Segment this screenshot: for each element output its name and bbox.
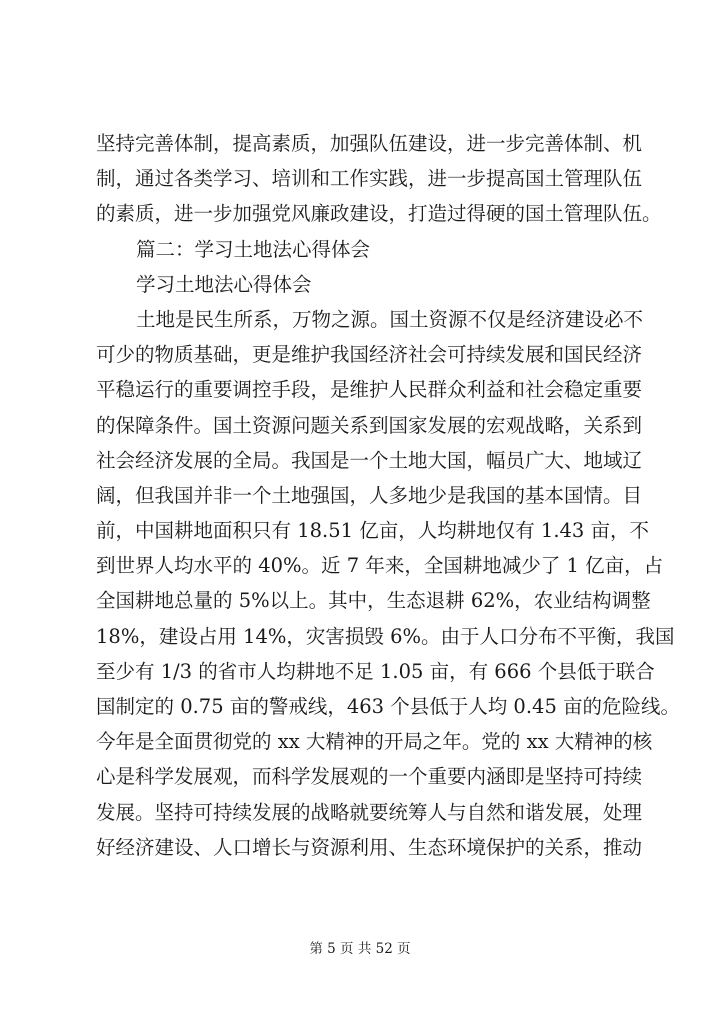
text-line: 好经济建设、人口增长与资源利用、生态环境保护的关系，推动 [96, 835, 643, 859]
text-line: 到世界人均水平的 40%。近 7 年来，全国耕地减少了 1 亿亩，占 [96, 554, 664, 578]
text-line: 社会经济发展的全局。我国是一个土地大国，幅员广大、地域辽 [96, 448, 643, 472]
text-line: 坚持完善体制，提高素质，加强队伍建设，进一步完善体制、机 [96, 132, 643, 155]
page-number-footer: 第 5 页 共 52 页 [309, 941, 411, 957]
paragraph-body [96, 302, 681, 865]
text-line: 心是科学发展观，而科学发展观的一个重要内涵即是坚持可持续 [96, 765, 643, 789]
text-line: 土地是民生所系，万物之源。国土资源不仅是经济建设必不 [136, 307, 644, 331]
text-line: 可少的物质基础，更是维护我国经济社会可持续发展和国民经济 [96, 343, 643, 367]
text-line: 制，通过各类学习、培训和工作实践，进一步提高国土管理队伍 [96, 167, 643, 191]
text-line: 全国耕地总量的 5%以上。其中，生态退耕 62%，农业结构调整 [96, 589, 651, 613]
text-line: 的保障条件。国土资源问题关系到国家发展的宏观战略，关系到 [96, 413, 643, 437]
text-line: 至少有 1/3 的省市人均耕地不足 1.05 亩，有 666 个县低于联合 [96, 659, 655, 683]
text-line: 今年是全面贯彻党的 xx 大精神的开局之年。党的 xx 大精神的核 [96, 730, 653, 754]
section-heading: 篇二：学习土地法心得体会 [136, 237, 371, 261]
article-title: 学习土地法心得体会 [136, 272, 312, 296]
paragraph-continuation [96, 126, 662, 232]
text-line: 阔，但我国并非一个土地强国，人多地少是我国的基本国情。目 [96, 483, 643, 507]
text-line: 18%，建设占用 14%，灾害损毁 6%。由于人口分布不平衡，我国 [96, 624, 675, 648]
document-body [96, 126, 681, 865]
text-line: 发展。坚持可持续发展的战略就要统筹人与自然和谐发展，处理 [96, 800, 643, 824]
text-line: 平稳运行的重要调控手段，是维护人民群众利益和社会稳定重要 [96, 378, 643, 402]
text-line: 前，中国耕地面积只有 18.51 亿亩，人均耕地仅有 1.43 亩，不 [96, 519, 650, 543]
text-line: 国制定的 0.75 亩的警戒线，463 个县低于人均 0.45 亩的危险线。 [96, 695, 681, 718]
text-line: 的素质，进一步加强党风廉政建设，打造过得硬的国土管理队伍。 [96, 202, 662, 226]
